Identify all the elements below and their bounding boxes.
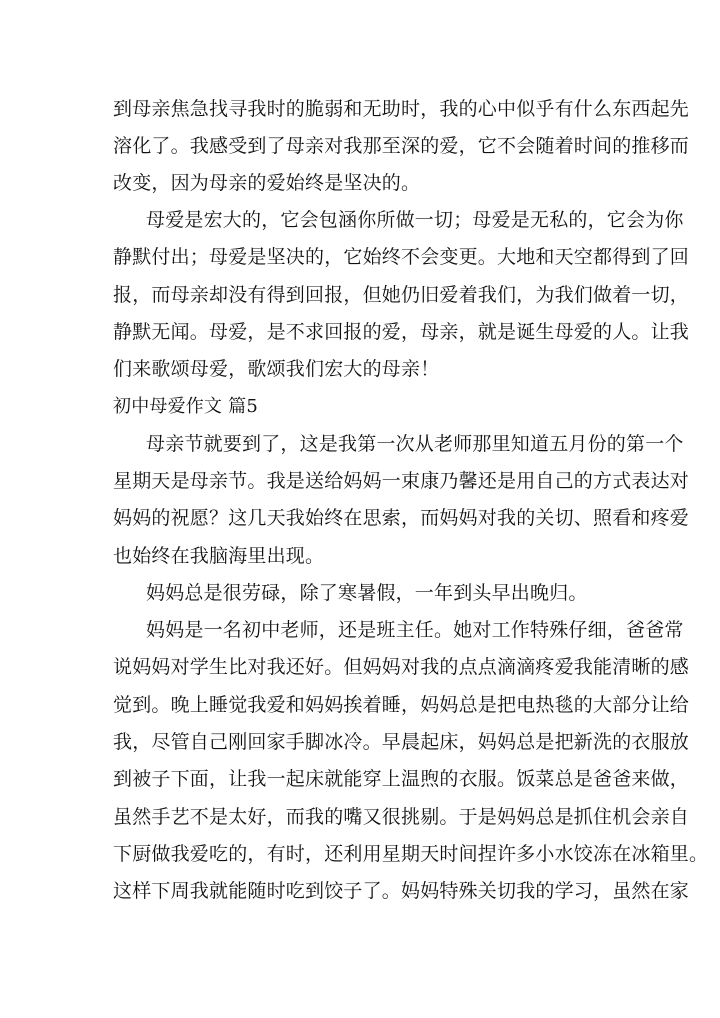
text-line: 改变，因为母亲的爱始终是坚决的。 <box>113 172 421 194</box>
text-line: 说妈妈对学生比对我还好。但妈妈对我的点点滴滴疼爱我能清晰的感 <box>113 656 690 678</box>
paragraph-first-line: 母亲节就要到了，这是我第一次从老师那里知道五月份的第一个 <box>146 433 684 455</box>
paragraph-first-line: 妈妈是一名初中老师，还是班主任。她对工作特殊仔细，爸爸常 <box>146 619 684 641</box>
text-line: 星期天是母亲节。我是送给妈妈一束康乃馨还是用自己的方式表达对 <box>113 470 690 492</box>
paragraph-first-line: 母爱是宏大的，它会包涵你所做一切；母爱是无私的，它会为你 <box>146 209 684 231</box>
text-line: 下厨做我爱吃的，有时，还利用星期天时间捏许多小水饺冻在冰箱里。 <box>113 843 709 865</box>
text-line: 也始终在我脑海里出现。 <box>113 545 325 567</box>
text-line: 觉到。晚上睡觉我爱和妈妈挨着睡，妈妈总是把电热毯的大部分让给 <box>113 694 690 716</box>
text-line: 到母亲焦急找寻我时的脆弱和无助时，我的心中似乎有什么东西起先 <box>113 98 690 120</box>
text-line: 静默无闻。母爱，是不求回报的爱，母亲，就是诞生母爱的人。让我 <box>113 321 690 343</box>
text-line: 报，而母亲却没有得到回报，但她仍旧爱着我们，为我们做着一切， <box>113 284 690 306</box>
text-line: 这样下周我就能随时吃到饺子了。妈妈特殊关切我的学习，虽然在家 <box>113 880 690 902</box>
section-heading: 初中母爱作文 篇5 <box>113 396 258 417</box>
text-line: 溶化了。我感受到了母亲对我那至深的爱，它不会随着时间的推移而 <box>113 135 690 157</box>
text-line: 妈妈的祝愿？这几天我始终在思索，而妈妈对我的关切、照看和疼爱 <box>113 507 690 529</box>
text-line: 到被子下面，让我一起床就能穿上温煦的衣服。饭菜总是爸爸来做， <box>113 768 690 790</box>
text-line: 静默付出；母爱是坚决的，它始终不会变更。大地和天空都得到了回 <box>113 246 690 268</box>
text-line: 虽然手艺不是太好，而我的嘴又很挑剔。于是妈妈总是抓住机会亲自 <box>113 806 690 828</box>
paragraph-first-line: 妈妈总是很劳碌，除了寒暑假，一年到头早出晚归。 <box>146 582 588 604</box>
text-line: 我，尽管自己刚回家手脚冰冷。早晨起床，妈妈总是把新洗的衣服放 <box>113 731 690 753</box>
text-line: 们来歌颂母爱，歌颂我们宏大的母亲！ <box>113 358 440 380</box>
